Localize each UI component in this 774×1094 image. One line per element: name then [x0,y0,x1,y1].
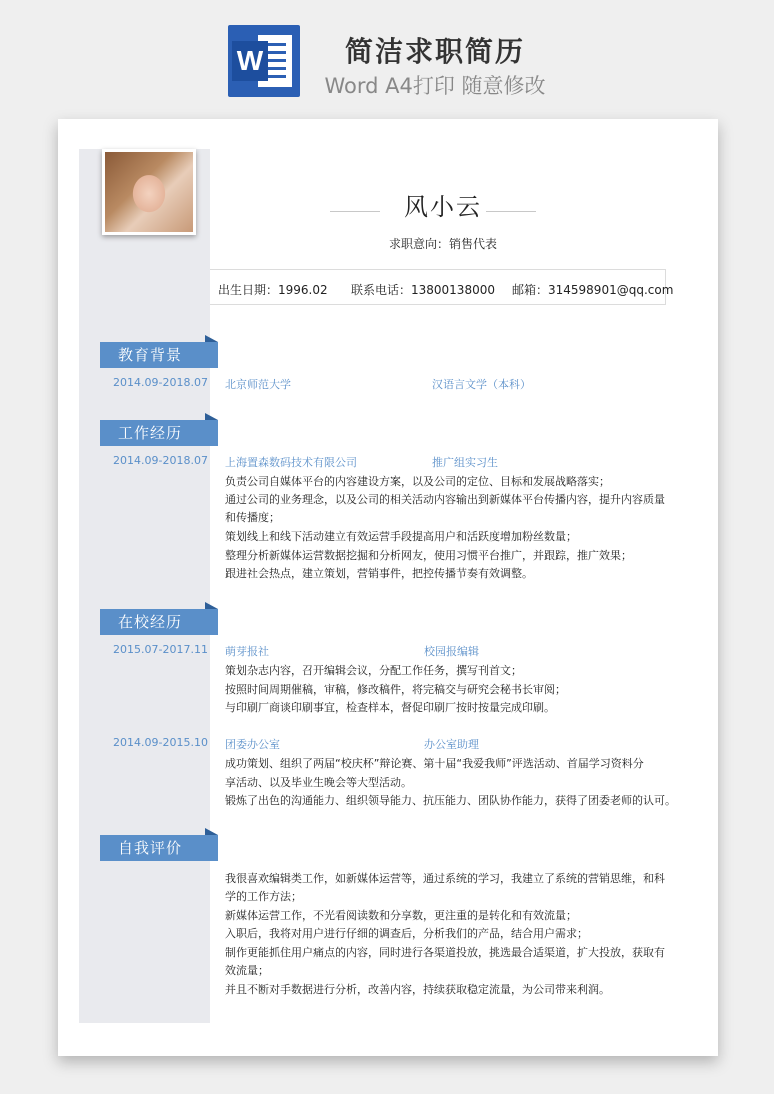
banner-title: 简洁求职简历 [344,35,525,68]
campus-role: 办公室助理 [424,738,479,751]
candidate-name: 风小云 [404,193,482,221]
email-address: 邮箱：314598901@qq.com [512,283,674,297]
section-education: 教育背景 [100,342,218,368]
work-line: 通过公司的业务理念，以及公司的相关活动内容输出到新媒体平台传播内容，提升内容质量 [225,493,665,506]
birth-date: 出生日期：1996.02 [218,283,328,297]
campus-line: 成功策划、组织了两届“校庆杯”辩论赛、第十届“我爱我师”评选活动、首届学习资料分 [225,757,644,770]
banner-subtitle: Word A4打印 随意修改 [324,74,546,98]
contact-info-box [210,269,674,305]
word-logo-icon [228,25,300,97]
work-line: 负责公司自媒体平台的内容建设方案，以及公司的定位、目标和发展战略落实； [225,475,610,488]
self-line: 新媒体运营工作，不光看阅读数和分享数，更注重的是转化和有效流量； [225,909,577,922]
work-role: 推广组实习生 [432,456,498,469]
section-self-evaluation: 自我评价 [100,835,218,861]
campus-org: 萌芽报社 [225,645,269,658]
phone-number: 联系电话：13800138000 [351,283,495,297]
self-line: 效流量； [225,964,269,977]
self-line: 制作更能抓住用户痛点的内容，同时进行各渠道投放，挑选最合适渠道，扩大投放，获取有 [225,946,665,959]
education-major: 汉语言文学（本科） [432,378,531,391]
sidebar-strip [79,149,210,1023]
work-line: 和传播度； [225,511,280,524]
job-intent: 求职意向：销售代表 [388,237,497,251]
name-divider-right [486,211,536,212]
campus-line: 策划杂志内容，召开编辑会议，分配工作任务，撰写刊首文； [225,664,522,677]
campus-line: 锻炼了出色的沟通能力、组织领导能力、抗压能力、团队协作能力，获得了团委老师的认可。 [225,794,676,807]
campus-line: 按照时间周期催稿，审稿，修改稿件，将完稿交与研究会秘书长审阅； [225,683,566,696]
education-school: 北京师范大学 [225,378,291,391]
resume-page [58,119,718,1056]
section-campus: 在校经历 [100,609,218,635]
campus-line: 享活动、以及毕业生晚会等大型活动。 [225,776,412,789]
campus-date: 2015.07-2017.11 [113,643,208,656]
campus-org: 团委办公室 [225,738,280,751]
work-line: 跟进社会热点，建立策划，营销事件，把控传播节奏有效调整。 [225,567,533,580]
profile-photo [102,149,196,235]
self-line: 入职后，我将对用户进行仔细的调查后，分析我们的产品，结合用户需求； [225,927,588,940]
campus-line: 与印刷厂商谈印刷事宜，检查样本，督促印刷厂按时按量完成印刷。 [225,701,555,714]
campus-role: 校园报编辑 [424,645,479,658]
self-line: 学的工作方法； [225,890,302,903]
work-date: 2014.09-2018.07 [113,454,208,467]
avatar [105,152,193,232]
work-company: 上海置森数码技术有限公司 [225,456,357,469]
self-line: 我很喜欢编辑类工作，如新媒体运营等，通过系统的学习，我建立了系统的营销思维，和科 [225,872,665,885]
word-letter: W [232,41,268,81]
campus-date: 2014.09-2015.10 [113,736,208,749]
self-line: 并且不断对手数据进行分析，改善内容，持续获取稳定流量，为公司带来利润。 [225,983,610,996]
work-line: 整理分析新媒体运营数据挖掘和分析网友，使用习惯平台推广，并跟踪，推广效果； [225,549,632,562]
section-work: 工作经历 [100,420,218,446]
work-line: 策划线上和线下活动建立有效运营手段提高用户和活跃度增加粉丝数量； [225,530,577,543]
education-date: 2014.09-2018.07 [113,376,208,389]
